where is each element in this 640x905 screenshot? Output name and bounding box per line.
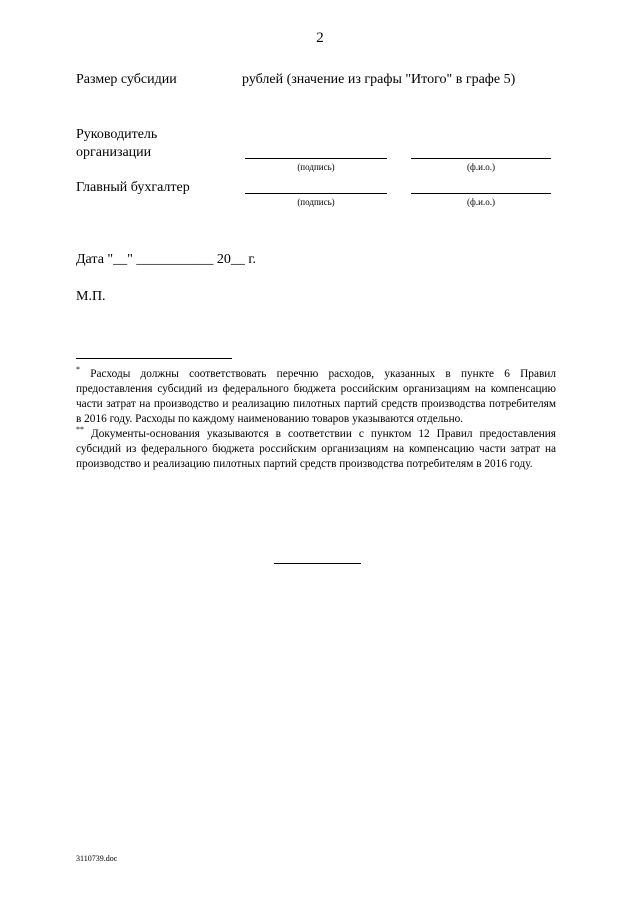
accountant-signature-line [245,193,387,194]
page-number: 2 [316,30,324,46]
footnote-1-text: Расходы должны соответствовать перечню расходов, указанных в пункте 6 Правил предоставления субсидий из федерального бюджета российским организациям на компенсацию части затрат на производство и реализацию пилотных партий средств производства потребителям в 2016 году. Расходы по каждому наименованию товаров указываются отдельно. [76,368,556,425]
footnote-1-mark: * [76,365,80,375]
footnote-2-mark: ** [76,425,84,435]
subsidy-label: Размер субсидии [76,72,177,87]
footnote-2 [76,427,556,472]
director-signature-caption: (подпись) [297,162,335,172]
director-label-line2: организации [76,145,152,160]
director-name-caption: (ф.и.о.) [467,162,495,172]
accountant-label: Главный бухгалтер [76,180,190,195]
footnote-separator [76,358,232,359]
accountant-signature-caption: (подпись) [297,197,335,207]
footnote-2-text: Документы-основания указываются в соответствии с пунктом 12 Правил предоставления субсидий из федерального бюджета российским организациям на компенсацию части затрат на производство и реализацию пилотных партий средств производства потребителям в 2016 году. [76,428,557,470]
footnote-1 [76,367,556,427]
accountant-name-caption: (ф.и.о.) [467,197,495,207]
stamp-label: М.П. [76,289,106,304]
file-name: 3110739.doc [76,854,118,863]
footnotes [76,367,556,472]
director-label-line1: Руководитель [76,127,158,142]
date-line: Дата "__" ___________ 20__ г. [76,252,256,267]
director-name-line [411,158,551,159]
closing-separator [274,563,361,564]
director-signature-line [245,158,387,159]
accountant-name-line [411,193,551,194]
subsidy-text: рублей (значение из графы "Итого" в графе 5) [242,72,516,87]
